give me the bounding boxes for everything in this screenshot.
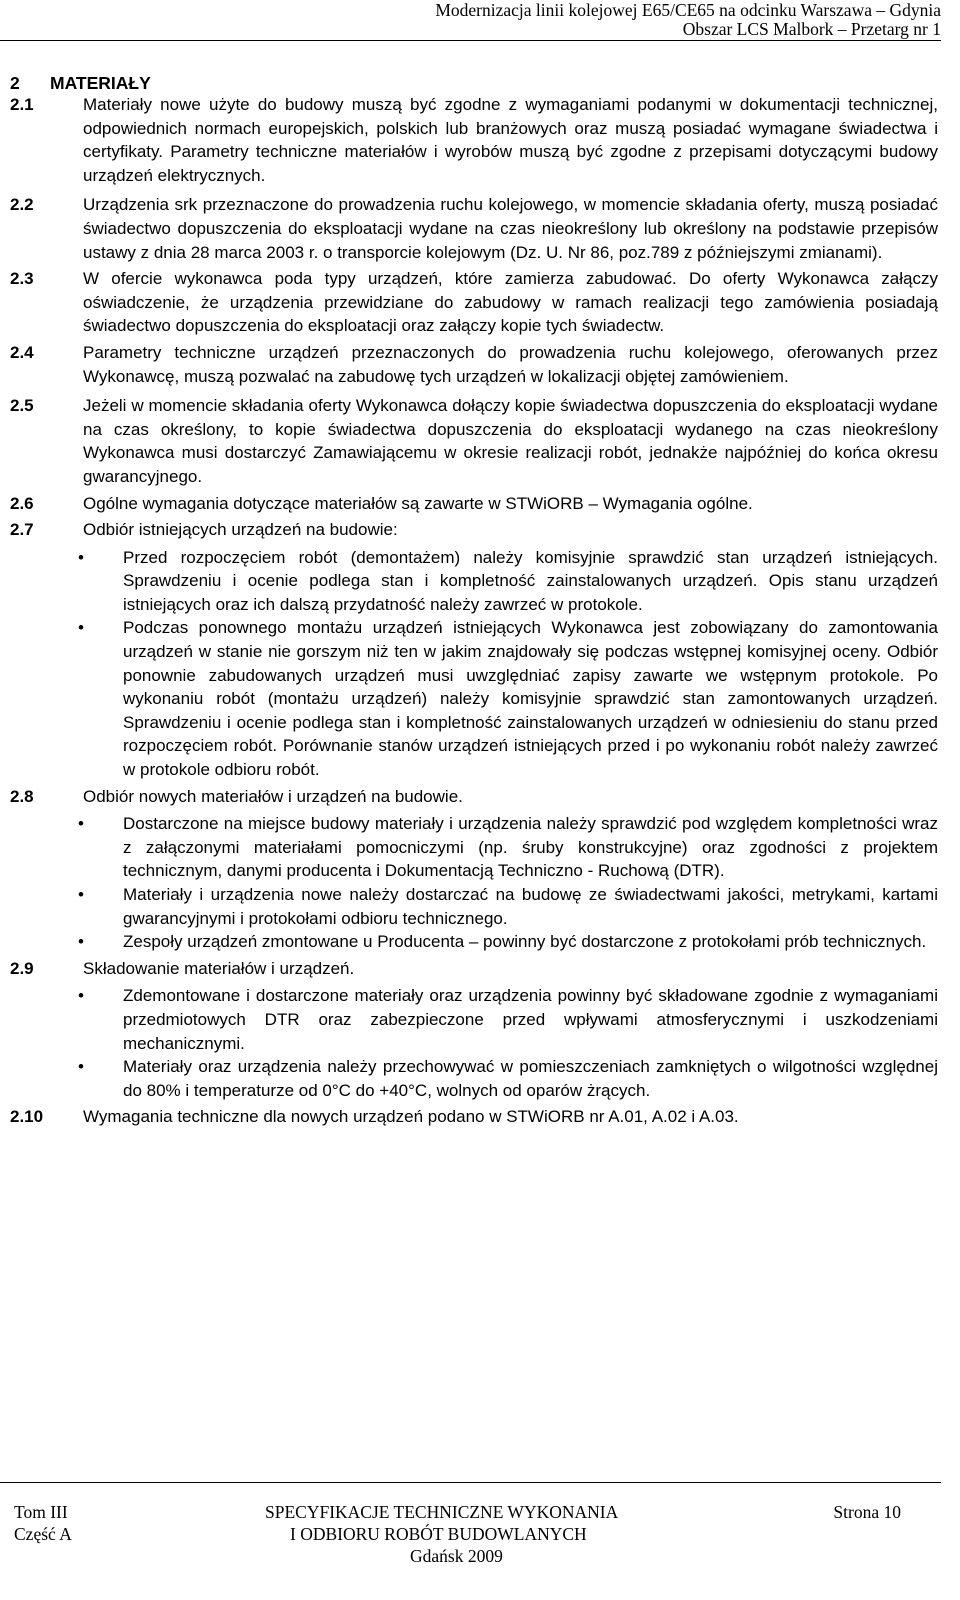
footer-page-number: Strona 10 [833, 1502, 901, 1522]
header-subtitle: Obszar LCS Malbork – Przetarg nr 1 [682, 19, 941, 39]
paragraph-text: Ogólne wymagania dotyczące materiałów są zawarte w STWiORB – Wymagania ogólne. [83, 493, 753, 513]
list-item-text: Materiały i urządzenia nowe należy dostarczać na budowę ze świadectwami jakości, metrykami, kartami gwarancyjnymi i protokołami odbioru technicznego. [123, 885, 938, 928]
paragraph-text: Materiały nowe użyte do budowy muszą być zgodne z wymaganiami podanymi w dokumentacji technicznej, odpowiednich normach europejskich, polskich lub branżowych oraz muszą posiadać wymagane świadectwa i certyfikaty. Parametry techniczne materiałów i wyrobów muszą być zgodne z przepisami dotyczącymi budowy urządzeń elektrycznych. [83, 95, 938, 185]
paragraph-text: Jeżeli w momencie składania oferty Wykonawca dołączy kopie świadectwa dopuszczenia do eksploatacji wydane na czas określony, to kopie świadectwa dopuszczenia do eksploatacji wydanego na czas nieokreślony Wykonawca musi dostarczyć Zamawiającemu w okresie realizacji robót, jednakże najpóźniej do końca okresu gwarancyjnego. [83, 396, 938, 486]
bullet-icon: • [78, 814, 84, 834]
list-item [78, 812, 938, 883]
paragraph-number: 2.5 [10, 396, 34, 416]
list-item [78, 1055, 938, 1102]
bullet-icon: • [78, 1057, 84, 1077]
bullet-list [78, 984, 938, 1102]
bullet-icon: • [78, 618, 84, 638]
paragraph-number: 2.10 [10, 1107, 44, 1127]
paragraph-text: W ofercie wykonawca poda typy urządzeń, które zamierza zabudować. Do oferty Wykonawca załączy oświadczenie, że urządzenia przewidziane do zabudowy w ramach realizacji tego zamówienia posiadają świadectwo dopuszczenia do eksploatacji oraz załączy kopie tych świadectw. [83, 269, 938, 336]
paragraph-number: 2.3 [10, 269, 34, 289]
paragraph-2-4 [10, 341, 938, 388]
paragraph-2-10 [10, 1105, 938, 1129]
document-body [10, 93, 938, 1129]
section-heading [10, 72, 151, 94]
footer-part: Część A [14, 1524, 72, 1544]
bullet-icon: • [78, 885, 84, 904]
paragraph-2-8 [10, 785, 938, 954]
section-title: MATERIAŁY [50, 73, 151, 93]
list-item [78, 984, 938, 1055]
paragraph-2-2 [10, 193, 938, 264]
paragraph-2-5 [10, 394, 938, 488]
paragraph-text: Urządzenia srk przeznaczone do prowadzenia ruchu kolejowego, w momencie składania oferty, muszą posiadać świadectwo dopuszczenia do eksploatacji wydane na czas nieokreślony lub określony na podstawie przepisów ustawy z dnia 28 marca 2003 r. o transporcie kolejowym (Dz. U. Nr 86, poz.789 z późniejszymi zmianami). [83, 195, 938, 262]
list-item-text: Zdemontowane i dostarczone materiały oraz urządzenia powinny być składowane zgodnie z wymaganiami przedmiotowych DTR oraz zabezpieczone przed wpływami atmosferycznymi i uszkodzeniami mechanicznymi. [123, 986, 938, 1053]
paragraph-number: 2.6 [10, 493, 34, 513]
list-item [78, 616, 938, 781]
paragraph-text: Składowanie materiałów i urządzeń. [83, 958, 355, 978]
page-footer [0, 1482, 941, 1566]
list-item-text: Zespoły urządzeń zmontowane u Producenta – powinny być dostarczone z protokołami prób technicznych. [123, 932, 927, 952]
footer-volume: Tom III [14, 1502, 68, 1522]
paragraph-number: 2.4 [10, 342, 34, 362]
paragraph-text: Parametry techniczne urządzeń przeznaczonych do prowadzenia ruchu kolejowego, oferowanych przez Wykonawcę, muszą pozwalać na zabudowę tych urządzeń w lokalizacji objętej zamówieniem. [83, 342, 938, 386]
paragraph-text: Odbiór nowych materiałów i urządzeń na budowie. [83, 786, 463, 806]
page-header [0, 0, 941, 41]
paragraph-number: 2.1 [10, 95, 34, 114]
list-item [78, 883, 938, 930]
list-item-text: Materiały oraz urządzenia należy przechowywać w pomieszczeniach zamkniętych o wilgotności względnej do 80% i temperaturze od 0°C do +40°C, wolnych od oparów żrących. [123, 1057, 938, 1100]
bullet-list [78, 546, 938, 782]
paragraph-2-9 [10, 957, 938, 1103]
paragraph-2-3 [10, 267, 938, 338]
list-item-text: Dostarczone na miejsce budowy materiały i urządzenia należy sprawdzić pod względem kompletności wraz z załączonymi materiałami pomocniczymi (np. śruby konstrukcyjne) oraz zgodności z projektem technicznym, danymi producenta i Dokumentacją Techniczno - Ruchową (DTR). [123, 814, 938, 881]
footer-place-date: Gdańsk 2009 [410, 1546, 503, 1566]
list-item [78, 930, 938, 954]
paragraph-number: 2.8 [10, 786, 34, 806]
paragraph-text: Odbiór istniejących urządzeń na budowie: [83, 520, 398, 540]
paragraph-number: 2.7 [10, 520, 34, 540]
section-number: 2 [10, 73, 20, 93]
paragraph-number: 2.2 [10, 195, 34, 215]
bullet-list [78, 812, 938, 954]
paragraph-2-6 [10, 492, 938, 516]
bullet-icon: • [78, 932, 84, 952]
footer-spec-title: SPECYFIKACJE TECHNICZNE WYKONANIA [265, 1502, 619, 1522]
header-title: Modernizacja linii kolejowej E65/CE65 na odcinku Warszawa – Gdynia [435, 0, 941, 20]
bullet-icon: • [78, 547, 84, 567]
list-item-text: Przed rozpoczęciem robót (demontażem) należy komisyjnie sprawdzić stan urządzeń istniejących. Sprawdzeniu i ocenie podlega stan i kompletność zainstalowanych urządzeń. Opis stanu urządzeń istniejących oraz ich dalszą przydatność należy zawrzeć w protokole. [123, 547, 938, 614]
paragraph-2-7 [10, 518, 938, 782]
list-item [78, 546, 938, 617]
paragraph-number: 2.9 [10, 958, 34, 978]
list-item-text: Podczas ponownego montażu urządzeń istniejących Wykonawca jest zobowiązany do zamontowania urządzeń w stanie nie gorszym niż ten w jakim znajdowały się podczas wstępnej komisyjnej oceny. Odbiór ponownie zabudowanych urządzeń musi uwzględniać zapisy zawarte we wstępnym protokole. Po wykonaniu robót (montażu urządzeń) należy komisyjnie sprawdzić stan zamontowanych urządzeń. Sprawdzeniu i ocenie podlega stan i kompletność zainstalowanych urządzeń w odniesieniu do stanu przed rozpoczęciem robót. Porównanie stanów urządzeń istniejących przed i po wykonaniu robót należy zawrzeć w protokole odbioru robót. [123, 618, 938, 780]
bullet-icon: • [78, 986, 84, 1006]
footer-spec-subtitle: I ODBIORU ROBÓT BUDOWLANYCH [290, 1524, 587, 1544]
paragraph-2-1 [10, 93, 938, 187]
paragraph-text: Wymagania techniczne dla nowych urządzeń podano w STWiORB nr A.01, A.02 i A.03. [83, 1107, 739, 1127]
